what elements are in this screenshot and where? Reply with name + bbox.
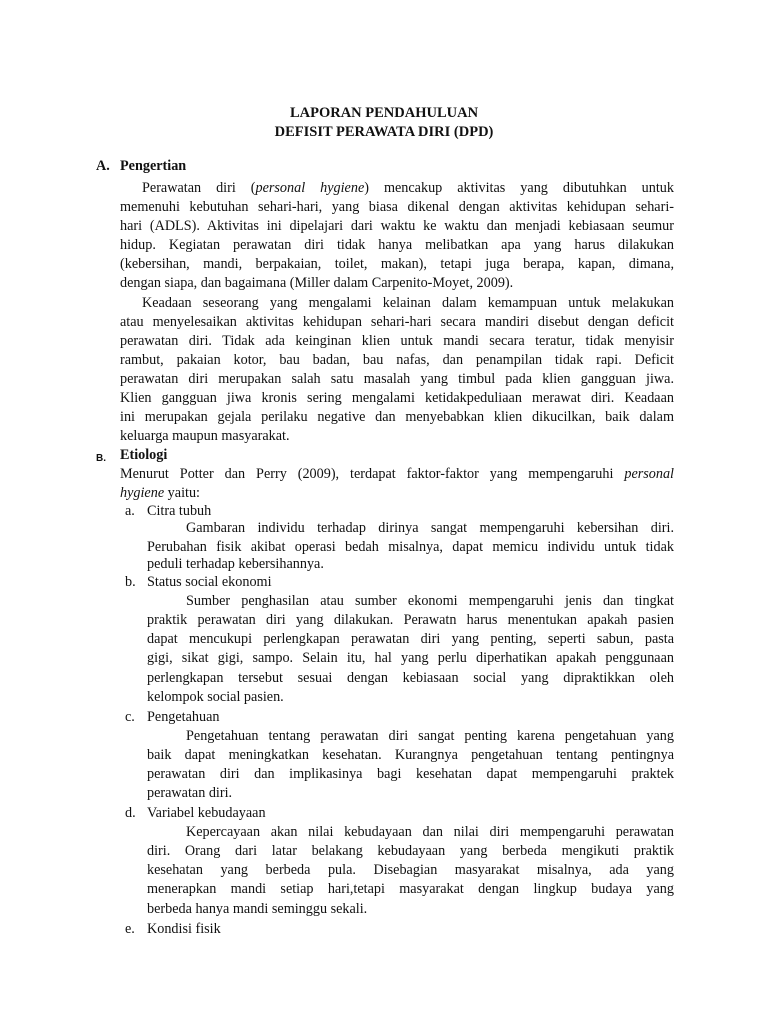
section-a-p2-line-6: Klien gangguan jiwa kronis sering mengalami ketidakpeduliaan merawat diri. Keadaan — [120, 390, 674, 406]
item-c-line-2: baik dapat meningkatkan kesehatan. Kurangnya pengetahuan tentang pentingnya — [147, 747, 674, 763]
item-e-label: Kondisi fisik — [147, 921, 221, 937]
section-a-p1-line-6: dengan siapa, dan bagaimana (Miller dalam Carpenito-Moyet, 2009). — [120, 275, 514, 291]
section-a-p2-line-5: perawatan diri merupakan salah satu masalah yang timbul pada klien gangguan jiwa. — [120, 371, 674, 387]
item-d-line-1: Kepercayaan akan nilai kebudayaan dan nilai diri mempengaruhi perawatan — [186, 824, 674, 840]
section-a-p2-line-2: atau menyelesaikan aktivitas kehidupan sehari-hari secara mandiri disebut dengan deficit — [120, 314, 674, 330]
item-b-line-1: Sumber penghasilan atau sumber ekonomi mempengaruhi jenis dan tingkat — [186, 593, 674, 609]
item-a-line-2: Perubahan fisik akibat operasi bedah misalnya, dapat memicu individu untuk tidak — [147, 539, 674, 555]
section-a-p2-line-7: ini merupakan gejala perilaku negative dan menyebabkan klien dikucilkan, baik dalam — [120, 409, 674, 425]
item-e-marker: e. — [125, 921, 135, 937]
item-c-line-3: perawatan diri dan implikasinya bagi kesehatan dapat mempengaruhi praktek — [147, 766, 674, 782]
item-a-marker: a. — [125, 503, 135, 519]
item-d-line-4: menerapkan mandi setiap hari,tetapi masyarakat dengan lingkup budaya yang — [147, 881, 674, 897]
item-b-label: Status social ekonomi — [147, 574, 272, 590]
section-a-p1-line-1: Perawatan diri (personal hygiene) mencakup aktivitas yang dibutuhkan untuk — [142, 180, 674, 196]
section-a-marker: A. — [96, 158, 110, 174]
section-a-p2-line-1: Keadaan seseorang yang mengalami kelainan dalam kemampuan untuk melakukan — [142, 295, 674, 311]
item-a-label: Citra tubuh — [147, 503, 212, 519]
item-c-marker: c. — [125, 709, 135, 725]
title-line-1: LAPORAN PENDAHULUAN — [289, 105, 479, 121]
section-a-p2-line-3: perawatan diri. Tidak ada keinginan klien untuk mandi secara teratur, tidak menyisir — [120, 333, 674, 349]
section-a-p1-line-4: hidup. Kegiatan perawatan diri tidak hanya melibatkan apa yang harus dilakukan — [120, 237, 674, 253]
item-c-line-4: perawatan diri. — [147, 785, 233, 801]
section-a-p2-line-8: keluarga maupun masyarakat. — [120, 428, 290, 444]
item-a-line-3: peduli terhadap kebersihannya. — [147, 556, 324, 572]
section-b-intro-line-1: Menurut Potter dan Perry (2009), terdapat faktor-faktor yang mempengaruhi personal — [120, 466, 674, 482]
section-b-heading: Etiologi — [120, 447, 168, 463]
section-a-heading: Pengertian — [120, 158, 187, 174]
item-d-label: Variabel kebudayaan — [147, 805, 266, 821]
section-a-p1-line-5: (kebersihan, mandi, berpakaian, toilet, makan), tetapi juga berapa, kapan, dimana, — [120, 256, 674, 272]
item-d-line-3: kesehatan yang berbeda pula. Disebagian masyarakat misalnya, ada yang — [147, 862, 674, 878]
item-c-line-1: Pengetahuan tentang perawatan diri sangat penting karena pengetahuan yang — [186, 728, 674, 744]
item-b-line-4: gigi, sikat gigi, sampo. Selain itu, hal yang perlu diperhatikan apakah penggunaan — [147, 650, 674, 666]
item-d-marker: d. — [125, 805, 136, 821]
item-b-line-3: dapat mencukupi perlengkapan perawatan diri yang penting, seperti sabun, pasta — [147, 631, 674, 647]
section-b-intro-line-2: hygiene yaitu: — [120, 485, 200, 501]
section-a-p2-line-4: rambut, pakaian kotor, bau badan, bau nafas, dan penampilan tidak rapi. Deficit — [120, 352, 674, 368]
document-title — [0, 104, 768, 142]
item-d-line-2: diri. Orang dari latar belakang kebudayaan yang berbeda mengikuti praktik — [147, 843, 674, 859]
title-line-2: DEFISIT PERAWATA DIRI (DPD) — [274, 124, 494, 140]
item-b-marker: b. — [125, 574, 136, 590]
section-a-p1-line-3: hari (ADLS). Aktivitas ini dipelajari dari waktu ke waktu dan menjadi kebiasaan seumur — [120, 218, 674, 234]
item-b-line-2: praktik perawatan diri yang dilakukan. Perawatn harus menentukan apakah pasien — [147, 612, 674, 628]
item-b-line-6: kelompok social pasien. — [147, 689, 284, 705]
item-b-line-5: perlengkapan tersebut sesuai dengan kebiasaan social yang dipraktikkan oleh — [147, 670, 674, 686]
section-a-p1-line-2: memenuhi kebutuhan sehari-hari, yang biasa dikenal dengan aktivitas kehidupan sehari- — [120, 199, 674, 215]
item-c-label: Pengetahuan — [147, 709, 220, 725]
item-a-line-1: Gambaran individu terhadap dirinya sangat mempengaruhi kebersihan diri. — [186, 520, 674, 536]
item-d-line-5: berbeda hanya mandi seminggu sekali. — [147, 901, 368, 917]
section-b-marker: B. — [96, 453, 106, 464]
